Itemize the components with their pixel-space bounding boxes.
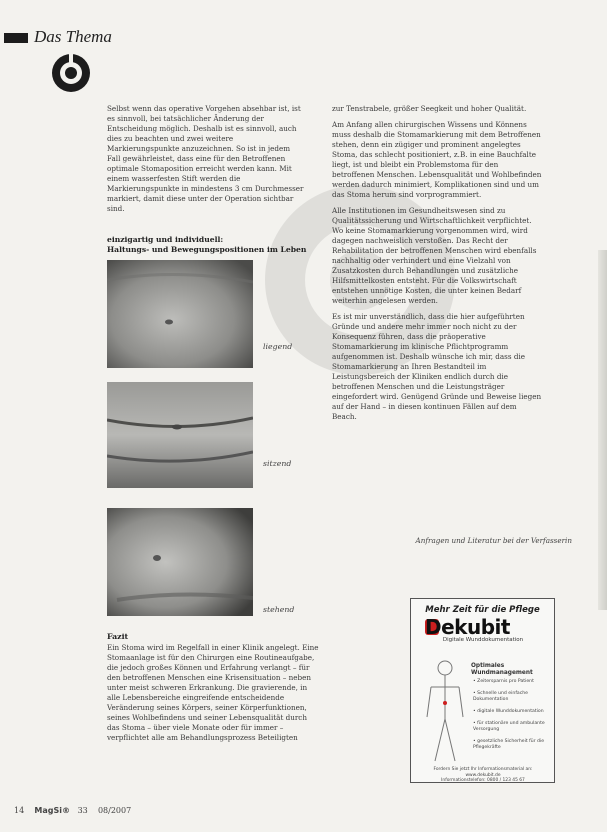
section-title: Das Thema bbox=[34, 27, 112, 46]
ad-box-title bbox=[471, 663, 533, 677]
photo-section-heading bbox=[107, 235, 307, 255]
ad-headline: Mehr Zeit für die Pflege bbox=[425, 605, 540, 615]
ad-bullet: • Schnelle und einfache Dokumentation bbox=[473, 691, 529, 702]
abdomen-photo-lying bbox=[107, 260, 253, 368]
advertisement[interactable] bbox=[410, 598, 555, 783]
right-paragraph: Am Anfang allen chirurgischen Wissens und Könnens muss deshalb die Stomamarkierung mit dem Betroffenen stehen, denn ein zügiger und prominent angelegtes Stoma, das schlecht positioniert, z.B. in eine Bauchfalte liegt, ist und bleibt ein Problemstoma für den betroffenen Menschen. Lebensqualität und Wohlbefinden werden dadurch minimiert, Komplikationen sind und um das Stoma herum sind vorprogrammiert. bbox=[332, 120, 542, 199]
ad-footer-line: Informationstelefon: 0800 / 123 45 67 bbox=[441, 778, 525, 783]
magazine-logo-icon bbox=[50, 52, 92, 94]
abdomen-photo-sitting bbox=[107, 382, 253, 488]
issue-date: 08/2007 bbox=[97, 806, 132, 815]
ad-tagline: Digitale Wunddokumentation bbox=[442, 637, 524, 643]
right-column bbox=[332, 104, 542, 428]
ad-footer-line: www.dekubit.de bbox=[465, 772, 501, 778]
ad-bullet: • digitale Wunddokumentation bbox=[473, 709, 544, 714]
subheading-line-1: einzigartig und individuell: bbox=[107, 235, 224, 244]
page-footer bbox=[14, 806, 131, 815]
right-paragraph: zur Tenstrabele, größer Seegkeit und hoher Qualität. bbox=[332, 104, 527, 113]
fazit-heading: Fazit bbox=[107, 632, 129, 641]
ad-footer-line: Fordern Sie jetzt Ihr Informationsmaterial an: bbox=[433, 767, 533, 772]
ad-bullet: • für stationäre und ambulante Versorgung bbox=[473, 721, 545, 732]
ad-footer bbox=[417, 767, 549, 784]
page-edge-shadow bbox=[598, 250, 607, 610]
body-outline-icon bbox=[425, 659, 465, 764]
page-number: 14 bbox=[14, 806, 25, 815]
right-paragraph: Es ist mir unverständlich, dass die hier aufgeführten Gründe und andere mehr immer noch nicht zu der Konsequenz führen, dass die präoperative Stomamarkierung im klinische Pflichtprogramm aufgenommen ist. Deshalb wünsche ich mir, dass die Stomamarkierung an Ihren Bestandteil im Leistungsbereich der Kliniken endlich durch die betroffenen Menschen und die Leistungsträger eingefordert wird. Genügend Gründe und Beweise liegen auf der Hand – in diesen kontinuen Fällen auf dem Beach. bbox=[332, 312, 542, 421]
magazine-name: MagSi® bbox=[34, 806, 70, 815]
fazit-paragraph: Ein Stoma wird im Regelfall in einer Klinik angelegt. Eine Stomaanlage ist für den Chirurgen eine Routineaufgabe, die jedoch großes Können und Erfahrung verlangt – für den betroffenen Menschen eine Krisensituation – neben unter meist schweren Erkrankung. Die gravierende, in alle Lebensbereiche eingreifende entscheidende Veränderung seines Körpers, seiner Körperfunktionen, seines Wohlbefindens und seiner Lebensqualität durch das Stoma – über viele Monate oder für immer – verpflichtet alle am Behandlungsprozess Beteiligten bbox=[107, 643, 319, 742]
author-note: Anfragen und Literatur bei der Verfasserin bbox=[415, 536, 572, 545]
intro-paragraph: Selbst wenn das operative Vorgehen absehbar ist, ist es sinnvoll, bei tatsächlicher Änderung der Entscheidung möglich. Deshalb ist es sinnvoll, auch dies zu beachten und zwei weitere Markierungspunkte anzuzeichnen. So ist in jedem Fall gewährleistet, dass eine für den Betroffenen optimale Stomaposition erreicht werden kann. Mit einem wasserfesten Stift werden die Markierungspunkte in mindestens 3 cm Durchmesser markiert, damit diese unter der Operation sichtbar sind. bbox=[107, 104, 304, 213]
ad-brand: Dekubit bbox=[425, 615, 510, 639]
ad-bullet: • Zeitersparnis pro Patient bbox=[473, 679, 534, 684]
right-paragraph: Alle Institutionen im Gesundheitswesen sind zu Qualitätssicherung und Wirtschaftlichkeit verpflichtet. Wo keine Stomamarkierung vorgenommen wird, wird dagegen nachweislich verstoßen. Das Recht der Rehabilitation der betroffenen Menschen wird ebenfalls nachhaltig oder verhindert und eine Vielzahl von Zusatzkosten durch Behandlungen und zusätzliche Hilfsmittelkosten entsteht. Für die Volkswirtschaft entstehen unnötige Kosten, die unter keinen Bedarf weiterhin angelesen werden. bbox=[332, 206, 537, 305]
section-marker-bar bbox=[4, 33, 28, 43]
ad-box-title-line: Wundmanagement bbox=[471, 670, 533, 676]
issue-number: 33 bbox=[77, 806, 88, 815]
fazit-text bbox=[107, 643, 319, 749]
caption-sitting: sitzend bbox=[263, 459, 292, 468]
subheading-line-2: Haltungs- und Bewegungspositionen im Leben bbox=[107, 245, 307, 254]
caption-lying: liegend bbox=[263, 342, 293, 351]
left-column-intro bbox=[107, 104, 305, 220]
ad-box-title-line: Optimales bbox=[471, 663, 505, 669]
ad-bullet: • gesetzliche Sicherheit für die Pflegekräfte bbox=[473, 739, 545, 750]
caption-standing: stehend bbox=[263, 605, 295, 614]
abdomen-photo-standing bbox=[107, 508, 253, 616]
